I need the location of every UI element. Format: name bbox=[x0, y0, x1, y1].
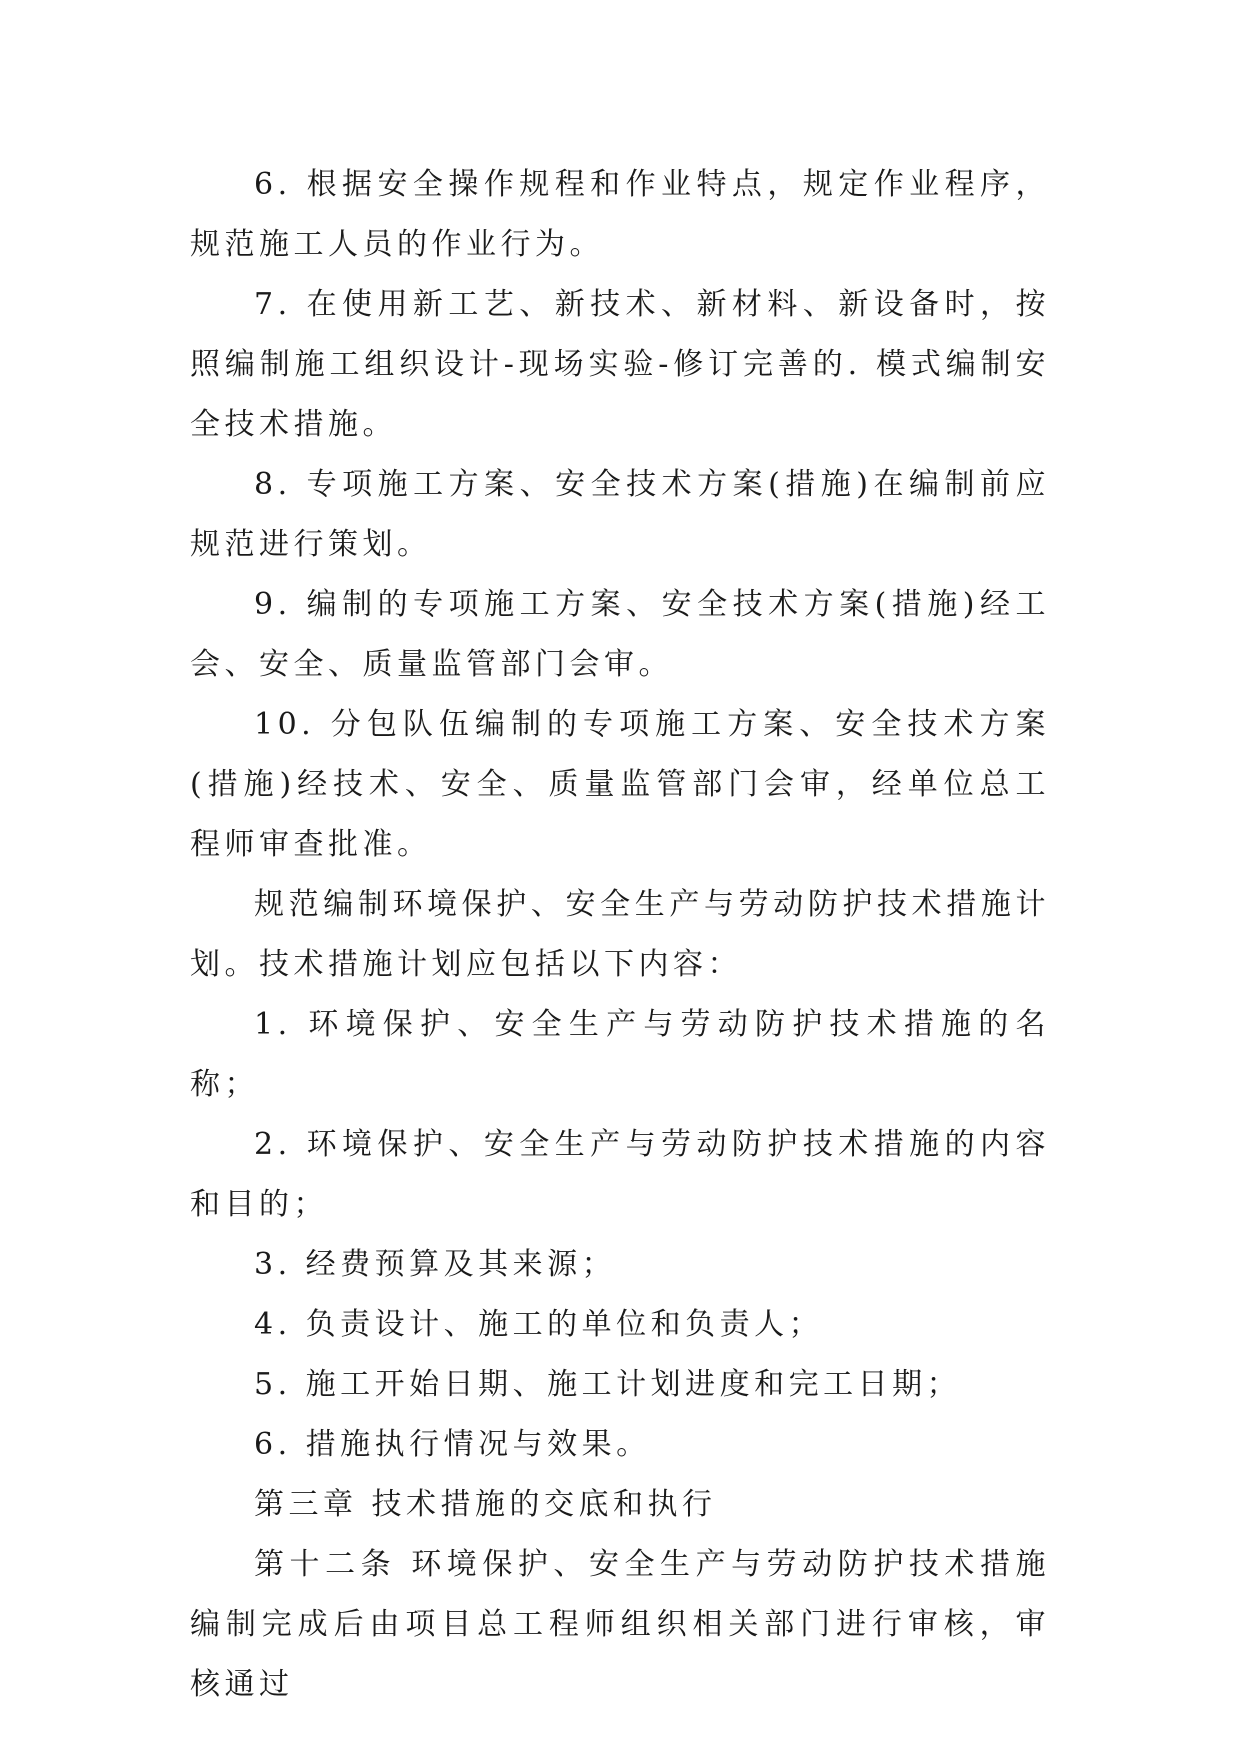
list-item-2: 2. 环境保护、安全生产与劳动防护技术措施的内容和目的； bbox=[190, 1127, 1050, 1222]
paragraph-item-7: 7. 在使用新工艺、新技术、新材料、新设备时，按照编制施工组织设计-现场实验-修订完善的. 模式编制安全技术措施。 bbox=[190, 287, 1050, 442]
paragraph-item-6: 6. 根据安全操作规程和作业特点，规定作业程序，规范施工人员的作业行为。 bbox=[190, 167, 1050, 262]
list-item-1: 1. 环境保护、安全生产与劳动防护技术措施的名称； bbox=[190, 1007, 1050, 1102]
list-item-6: 6. 措施执行情况与效果。 bbox=[254, 1427, 651, 1462]
chapter-heading: 第三章 技术措施的交底和执行 bbox=[254, 1487, 717, 1522]
list-item-4: 4. 负责设计、施工的单位和负责人； bbox=[254, 1307, 824, 1342]
list-item-3: 3. 经费预算及其来源； bbox=[254, 1247, 617, 1282]
list-item-5: 5. 施工开始日期、施工计划进度和完工日期； bbox=[254, 1367, 962, 1402]
document-page bbox=[190, 155, 1050, 1715]
paragraph-plan-intro: 规范编制环境保护、安全生产与劳动防护技术措施计划。技术措施计划应包括以下内容： bbox=[190, 887, 1050, 982]
paragraph-item-8: 8. 专项施工方案、安全技术方案(措施)在编制前应规范进行策划。 bbox=[190, 467, 1050, 562]
paragraph-item-9: 9. 编制的专项施工方案、安全技术方案(措施)经工会、安全、质量监管部门会审。 bbox=[190, 587, 1050, 682]
article-12-paragraph: 第十二条 环境保护、安全生产与劳动防护技术措施编制完成后由项目总工程师组织相关部门进行审核，审核通过 bbox=[190, 1547, 1050, 1702]
paragraph-item-10: 10. 分包队伍编制的专项施工方案、安全技术方案(措施)经技术、安全、质量监管部门会审，经单位总工程师审查批准。 bbox=[190, 707, 1050, 862]
